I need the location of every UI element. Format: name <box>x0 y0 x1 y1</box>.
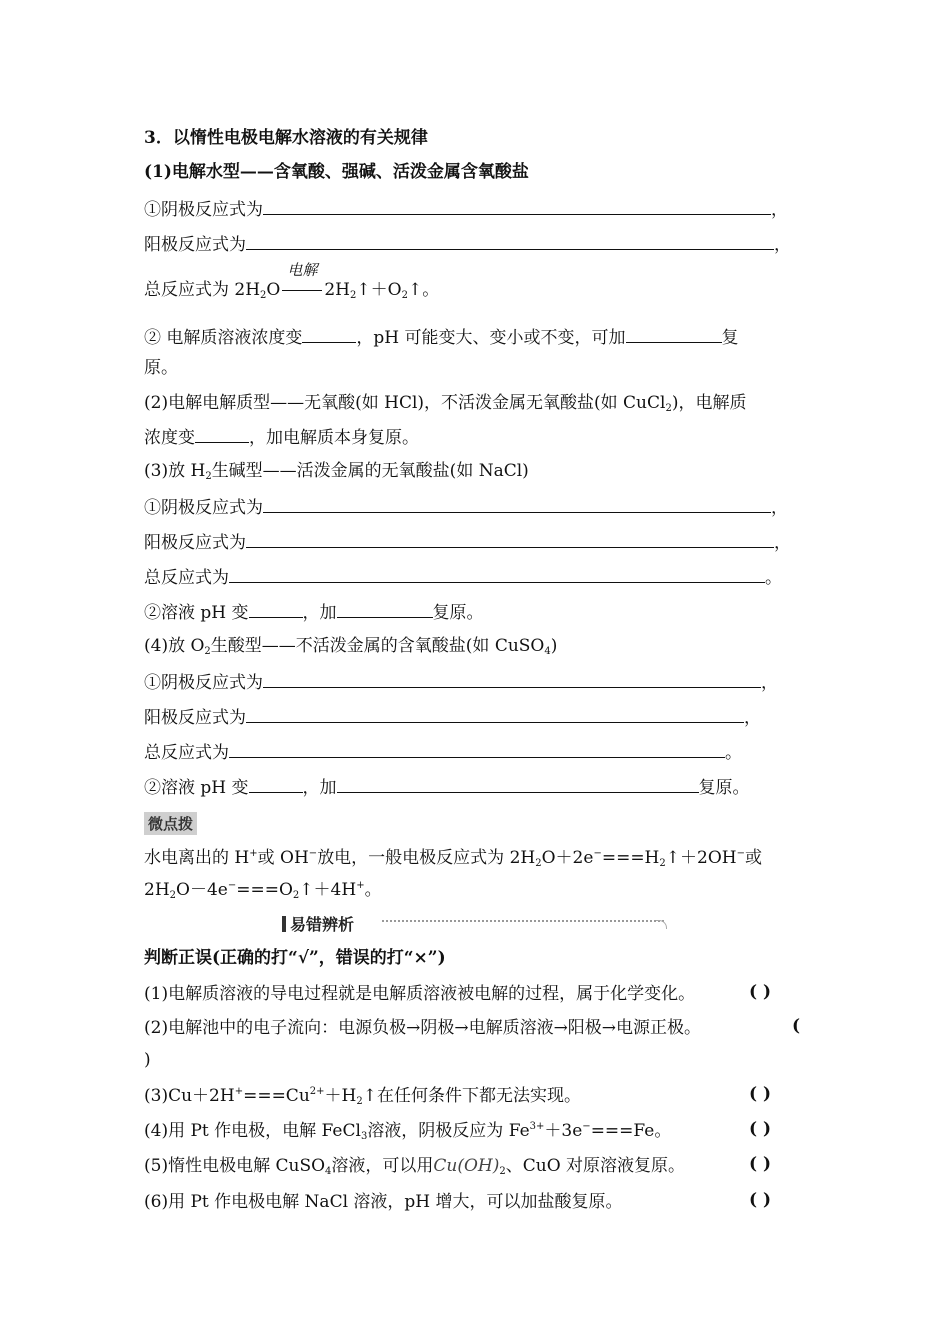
question-3: $(3)Cu+2H^+===Cu^{2+}+H_2↑$在任何条件下都无法实现。 <box>144 1086 581 1107</box>
tip-badge: 微点拨 <box>144 812 197 835</box>
question-4: (4)用 Pt 作电极，电解 FeCl$_3$溶液，阴极反应为 $Fe^{3+}+3e^-===Fe$。 <box>144 1121 672 1142</box>
judge-title: 判断正误(正确的打“√”，错误的打“×”) <box>144 948 446 968</box>
s3-anode-blank[interactable] <box>246 529 774 548</box>
s4-anode-line: 阳极反应式为 ， <box>144 704 761 730</box>
answer-box-6[interactable]: ( ) <box>749 1190 772 1210</box>
section-divider-end <box>656 920 667 929</box>
question-6: (6)用 Pt 作电极电解 NaCl 溶液，pH 增大，可以加盐酸复原。 <box>144 1192 623 1212</box>
s3-total-line: 总反应式为 。 <box>144 564 782 590</box>
question-2-wrap: ) <box>144 1050 151 1070</box>
s1-anode-line: 阳极反应式为 ， <box>144 231 791 257</box>
s1-cathode-line: ①阴极反应式为 ， <box>144 196 788 222</box>
s4-restore-blank[interactable] <box>337 774 699 793</box>
s3-cathode-blank[interactable] <box>263 494 771 513</box>
answer-box-3[interactable]: ( ) <box>749 1084 772 1104</box>
s1-restore-blank[interactable] <box>626 324 722 343</box>
question-5: (5)惰性电极电解 CuSO$_4$溶液，可以用$Cu(OH)_2$、CuO 对原溶液复原。 <box>144 1156 686 1177</box>
section-title: 易错辨析 <box>282 912 354 935</box>
s4-ph-line: ②溶液 pH 变 ，加 复原。 <box>144 774 750 800</box>
answer-box-2[interactable]: ( <box>792 1016 801 1036</box>
s1-anode-label: 阳极反应式为 <box>144 235 246 255</box>
reaction-bar <box>282 290 322 291</box>
s1-concentration-line: ② 电解质溶液浓度变 ，pH 可能变大、变小或不变，可加 复 <box>144 324 739 350</box>
s4-cathode-line: ①阴极反应式为 ， <box>144 669 778 695</box>
s3-ph-blank[interactable] <box>249 599 303 618</box>
s2-concentration-blank[interactable] <box>195 424 249 443</box>
question-2: (2)电解池中的电子流向：电源负极→阴极→电解质溶液→阳极→电源正极。 <box>144 1018 702 1038</box>
s4-cathode-blank[interactable] <box>263 669 761 688</box>
s2-line2: 浓度变 ，加电解质本身复原。 <box>144 424 419 450</box>
answer-box-5[interactable]: ( ) <box>749 1154 772 1174</box>
s4-ph-blank[interactable] <box>249 774 303 793</box>
s4-total-line: 总反应式为 。 <box>144 739 742 765</box>
s3-anode-line: 阳极反应式为 ， <box>144 529 791 555</box>
s3-cathode-line: ①阴极反应式为 ， <box>144 494 788 520</box>
s1-title: (1)电解水型——含氧酸、强碱、活泼金属含氧酸盐 <box>144 162 529 182</box>
question-1: (1)电解质溶液的导电过程就是电解质溶液被电解的过程，属于化学变化。 <box>144 984 696 1004</box>
section-divider <box>382 920 664 922</box>
s1-concentration-blank[interactable] <box>302 324 356 343</box>
answer-box-4[interactable]: ( ) <box>749 1119 772 1139</box>
tip-line1: 水电离出的 H+或 OH−放电，一般电极反应式为 $2H_2O+2e^-===H_2↑+2OH^-$或 <box>144 848 762 869</box>
section-bar-icon <box>282 916 286 932</box>
s2-line1: (2)电解电解质型——无氧酸(如 HCl)，不活泼金属无氧酸盐(如 CuCl$_2$)，电解质 <box>144 393 747 414</box>
s4-total-blank[interactable] <box>229 739 725 758</box>
s1-cathode-blank[interactable] <box>263 196 771 215</box>
s1-cathode-label: ①阴极反应式为 <box>144 200 263 220</box>
s1-anode-blank[interactable] <box>246 231 774 250</box>
electrolysis-condition: 电解 <box>280 278 324 302</box>
s4-anode-blank[interactable] <box>246 704 744 723</box>
s3-total-blank[interactable] <box>229 564 765 583</box>
s3-ph-line: ②溶液 pH 变 ，加 复原。 <box>144 599 484 625</box>
tip-line2: $2H_2O-4e^-===O_2↑+4H^+$。 <box>144 880 382 901</box>
s4-title: (4)放 $O_2$生酸型——不活泼金属的含氧酸盐(如 CuSO$_4$) <box>144 636 558 657</box>
s3-title: (3)放 $H_2$生碱型——活泼金属的无氧酸盐(如 NaCl) <box>144 461 529 482</box>
answer-box-1[interactable]: ( ) <box>749 982 772 1002</box>
s1-total-line: 总反应式为 $2H_2O$ 电解 $2H_2↑+O_2↑$。 <box>144 261 440 301</box>
heading: 3．以惰性电极电解水溶液的有关规律 <box>144 128 428 148</box>
s1-concentration-wrap: 原。 <box>144 358 178 378</box>
s3-restore-blank[interactable] <box>337 599 433 618</box>
